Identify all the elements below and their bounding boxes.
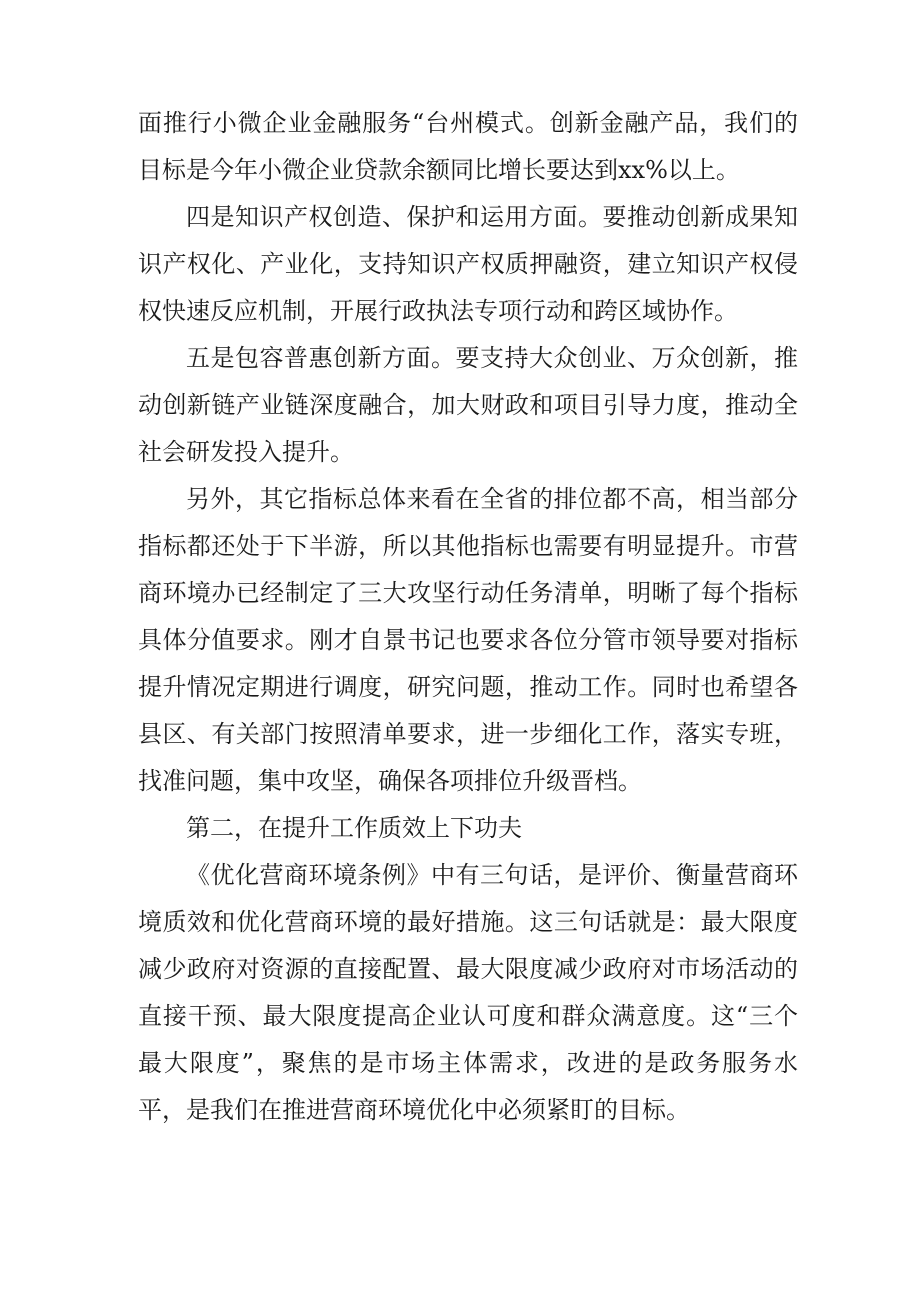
paragraph-intellectual-property: 四是知识产权创造、保护和运用方面。要推动创新成果知识产权化、产业化，支持知识产权质押融资，建立知识产权侵权快速反应机制，开展行政执法专项行动和跨区域协作。 — [138, 203, 798, 325]
document-body — [138, 100, 798, 1134]
paragraph-regulation: 《优化营商环境条例》中有三句话，是评价、衡量营商环境质效和优化营商环境的最好措施。这三句话就是：最大限度减少政府对资源的直接配置、最大限度减少政府对市场活动的直接干预、最大限度提高企业认可度和群众满意度。这“三个最大限度”，聚焦的是市场主体需求，改进的是政务服务水平，是我们在推进营商环境优化中必须紧盯的目标。 — [138, 861, 798, 1124]
paragraph-continuation: 面推行小微企业金融服务“台州模式。创新金融产品，我们的目标是今年小微企业贷款余额同比增长要达到xx%以上。 — [138, 109, 798, 184]
paragraph-inclusive-innovation: 五是包容普惠创新方面。要支持大众创业、万众创新，推动创新链产业链深度融合，加大财政和项目引导力度，推动全社会研发投入提升。 — [138, 344, 798, 466]
paragraph-other-indicators: 另外，其它指标总体来看在全省的排位都不高，相当部分指标都还处于下半游，所以其他指标也需要有明显提升。市营商环境办已经制定了三大攻坚行动任务清单，明晰了每个指标具体分值要求。刚才自景书记也要求各位分管市领导要对指标提升情况定期进行调度，研究问题，推动工作。同时也希望各县区、有关部门按照清单要求，进一步细化工作，落实专班，找准问题，集中攻坚，确保各项排位升级晋档。 — [138, 485, 798, 795]
section-heading: 第二，在提升工作质效上下功夫 — [186, 814, 522, 842]
